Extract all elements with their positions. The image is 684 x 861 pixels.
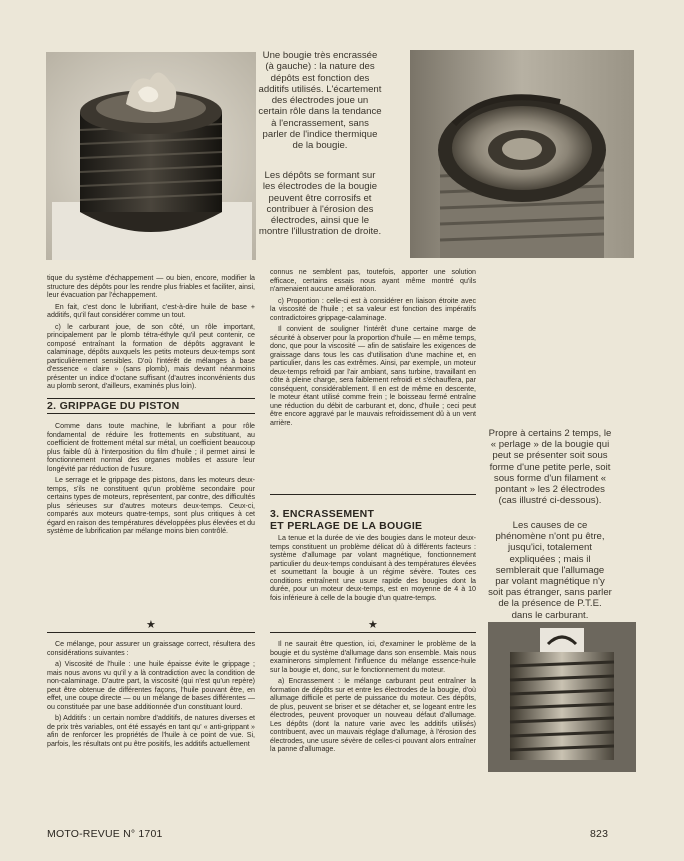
paragraph: a) Encrassement : le mélange carburant peut entraîner la formation de dépôts sur et entre les électrodes de la bougie, d'où allumage difficile et perte de puissance du moteur. Ces dépôts, de plus, peuvent se briser et se détacher et, se logeant entre les électrodes, peuvent provoquer un nouveau défaut d'allumage. Les dépôts (dont la nature varie avec les additifs utilisés) contribuent, avec un mauvais réglage d'allumage, à l'érosion des électrodes, une usure sévère de celles-ci pouvant alors entraîner la panne d'allumage. (270, 677, 476, 753)
paragraph: b) Additifs : un certain nombre d'additifs, de natures diverses et de prix très variables, ont été essayés en tant qu' « anti-grippant » afin de renforcer les propriétés de l'huile à ce point de vue. Si, parfois, les résultats ont pu être positifs, les additifs actuellement (47, 714, 255, 748)
paragraph: connus ne semblent pas, toutefois, apporter une solution efficace, certains essais nous ayant même montré qu'ils n'amenaient aucune amélioration. (270, 268, 476, 293)
photo-eroded-electrodes (410, 50, 634, 258)
heading-line: 3. ENCRASSEMENT (270, 508, 375, 520)
fouled-spark-plug-image (46, 52, 256, 260)
middle-column-mid (270, 534, 476, 605)
paragraph: tique du système d'échappement — ou bien, encore, modifier la structure des dépôts pour les rendre plus friables et faciliter, ainsi, leur évacuation par l'échappement. (47, 274, 255, 299)
middle-column (270, 268, 476, 430)
caption-perlage: Propre à certains 2 temps, le « perlage » de la bougie qui peut se présenter soit sous forme d'une petite perle, soit sous forme d'un filament « pontant » les 2 électrodes (cas illustré ci-dessous). (488, 428, 612, 507)
paragraph: Comme dans toute machine, le lubrifiant a pour rôle fondamental de réduire les frottements en substituant, au coefficient de frottement métal sur métal, un coefficient beaucoup plus faible dû à l'interposition du film d'huile ; il permet ainsi le fonctionnement normal des organes mobiles et assure leur longévité par réduction de l'usure. (47, 422, 255, 473)
paragraph: Le serrage et le grippage des pistons, dans les moteurs deux-temps, s'ils ne constituent qu'un problème secondaire pour certains types de moteurs, représentent, par contre, des difficultés plus sérieuses sur d'autres moteurs deux-temps. Ceux-ci, comparés aux moteurs quatre-temps, sont plus critiques à cet égard en raison des températures développées plus élevées et du système de lubrification par mélange moins bien contrôlé. (47, 476, 255, 535)
divider-rule (270, 494, 476, 495)
star-separator-left: ★ (146, 619, 156, 631)
paragraph: Il ne saurait être question, ici, d'examiner le problème de la bougie et du système d'allumage dans son ensemble. Mais nous examinerons simplement l'influence du mélange essence-huile sur la bougie et, donc, sur le fonctionnement du moteur. (270, 640, 476, 674)
heading-line: ET PERLAGE DE LA BOUGIE (270, 520, 423, 532)
paragraph: c) Proportion : celle-ci est à considérer en liaison étroite avec la viscosité de l'huile ; et sa valeur est fonction des impératifs contradictoires grippage-calaminage. (270, 296, 476, 322)
paragraph: En fait, c'est donc le lubrifiant, c'est-à-dire huile de base + additifs, qu'il faut considérer comme un tout. (47, 302, 255, 319)
middle-column-bottom (270, 640, 476, 757)
left-column (47, 274, 255, 539)
eroded-electrode-image (410, 50, 634, 258)
perlage-spark-plug-image (488, 622, 636, 772)
section-heading-encrassement (270, 508, 476, 532)
caption-perlage-causes: Les causes de ce phénomène n'ont pu être, jusqu'ici, totalement expliquées ; mais il semblerait que l'allumage par volant magnétique n'y soit pas étranger, sans parler de la présence de P.T.E. dans le carburant. (488, 520, 612, 621)
paragraph: Ce mélange, pour assurer un graissage correct, résultera des considérations suivantes : (47, 640, 255, 657)
caption-electrode-erosion: Les dépôts se formant sur les électrodes de la bougie peuvent être corrosifs et contribuer à l'érosion des électrodes, ainsi que le montre l'illustration de droite. (258, 170, 382, 238)
paragraph: a) Viscosité de l'huile : une huile épaisse évite le grippage ; mais nous avons vu qu'il y a là contradiction avec la condition de non-calaminage. D'autre part, la viscosité (qui n'est qu'un repère) peut être obtenue de différentes façons, l'huile pouvant être, en effet, une coupe directe — ou un mélange de bases différentes — ou constituée par une base additionnée d'un constituant lourd. (47, 660, 255, 711)
paragraph: La tenue et la durée de vie des bougies dans le moteur deux-temps constituent un problème délicat dû à différents facteurs : système d'allumage par volant magnétique, fonctionnement particulier du deux-temps conduisant à des températures élevées et soumettant la bougie à un régime sévère. Toutes ces conditions entraînent une usure rapide des bougies dont la durée, pour un moteur deux-temps, est en moyenne de 4 à 10 fois inférieure à celle de la bougie d'un quatre-temps. (270, 534, 476, 602)
star-separator-mid: ★ (368, 619, 378, 631)
section-heading-grippage: 2. GRIPPAGE DU PISTON (47, 398, 255, 415)
divider-rule (270, 632, 476, 633)
footer-page-number: 823 (590, 828, 609, 840)
caption-fouled-plug: Une bougie très encrassée (à gauche) : la nature des dépôts est fonction des additifs utilisés. L'écartement des électrodes joue un certain rôle dans la tendance à l'encrassement, sans parler de l'indice thermique de la bougie. (258, 50, 382, 152)
photo-perlage-spark-plug (488, 622, 636, 772)
paragraph: Il convient de souligner l'intérêt d'une certaine marge de sécurité à observer pour la proportion d'huile — en même temps, donc, que pour la viscosité — afin de satisfaire les exigences de graissage dans tous les cas d'utilisation d'une machine et, en particulier, dans les cas extrêmes. Ainsi, par exemple, un moteur deux-temps refroidi par l'air ambiant, sans turbine, travaillant en côte à pleine charge, sera faiblement refroidi et s'échauffera, par conséquent, considérablement. Il en est de même en descente, le moteur étant utilisé comme frein ; le boisseau fermé entraîne une réduction du débit de carburant et, donc, d'huile ; ceci peut être encore aggravé par le mauvais refroidissement dû à un vent arrière. (270, 325, 476, 427)
left-column-bottom (47, 640, 255, 751)
divider-rule (47, 632, 255, 633)
photo-fouled-spark-plug (46, 52, 256, 260)
paragraph: c) le carburant joue, de son côté, un rôle important, principalement par le plomb tétra-éthyle qu'il peut contenir, ce composé entraînant la formation de dépôts aggravant le calaminage, dépôts auxquels les petits moteurs deux-temps sont particulièrement sensibles. D'où l'intérêt de mélanges à base d'essence « claire » (sans plomb), mais devant néanmoins présenter un indice d'octane suffisant (d'autres inconvénients dus au plomb seront, d'ailleurs, examinés plus loin). (47, 322, 255, 390)
footer-magazine-issue: MOTO-REVUE N° 1701 (47, 828, 163, 840)
